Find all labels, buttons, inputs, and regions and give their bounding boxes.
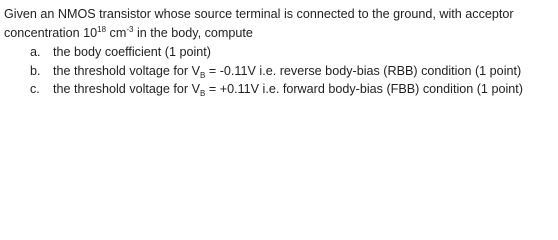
voltage-subscript: B bbox=[200, 89, 206, 98]
list-marker: a. bbox=[30, 45, 41, 59]
list-item-text bbox=[53, 63, 521, 79]
item-text-suffix: = -0.11V i.e. reverse body-bias (RBB) condition (1 point) bbox=[205, 64, 522, 78]
item-text-prefix: the threshold voltage for V bbox=[53, 64, 201, 78]
concentration-exponent: 18 bbox=[97, 25, 107, 34]
item-text-suffix: = +0.11V i.e. forward body-bias (FBB) condition (1 point) bbox=[205, 82, 523, 96]
intro-text-part-3: in the body, compute bbox=[133, 26, 253, 40]
unit-exponent: -3 bbox=[126, 25, 134, 34]
list-marker: b. bbox=[30, 64, 41, 78]
intro-text-part-1: concentration 10 bbox=[4, 26, 98, 40]
intro-text-part-2: cm bbox=[106, 26, 127, 40]
voltage-subscript: B bbox=[200, 71, 206, 80]
list-item-text bbox=[53, 81, 523, 97]
item-text-prefix: the threshold voltage for V bbox=[53, 82, 201, 96]
problem-intro-line-1: Given an NMOS transistor whose source terminal is connected to the ground, with acceptor bbox=[4, 7, 514, 21]
list-item-text: the body coefficient (1 point) bbox=[53, 45, 211, 59]
list-marker: c. bbox=[30, 82, 40, 96]
problem-intro-line-2 bbox=[4, 25, 253, 41]
problem-statement bbox=[0, 0, 558, 106]
